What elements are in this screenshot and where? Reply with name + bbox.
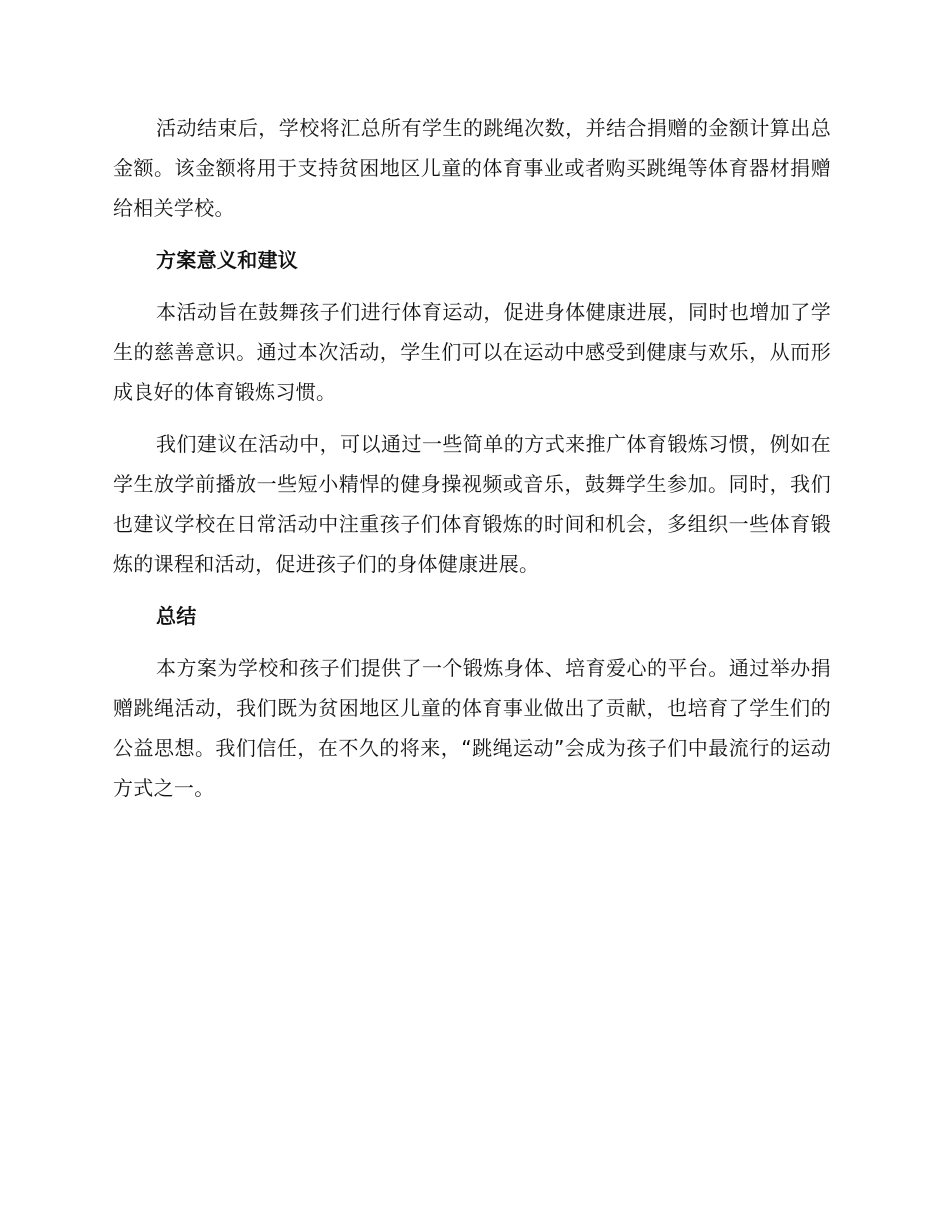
paragraph-activity-summary: 活动结束后，学校将汇总所有学生的跳绳次数，并结合捐赠的金额计算出总金额。该金额将用于支持贫困地区儿童的体育事业或者购买跳绳等体育器材捐赠给相关学校。 [113, 116, 831, 220]
paragraph-significance: 本活动旨在鼓舞孩子们进行体育运动，促进身体健康进展，同时也增加了学生的慈善意识。通过本次活动，学生们可以在运动中感受到健康与欢乐，从而形成良好的体育锻炼习惯。 [113, 300, 831, 404]
paragraph-conclusion: 本方案为学校和孩子们提供了一个锻炼身体、培育爱心的平台。通过举办捐赠跳绳活动，我们既为贫困地区儿童的体育事业做出了贡献，也培育了学生们的公益思想。我们信任，在不久的将来，“跳绳运动”会成为孩子们中最流行的运动方式之一。 [113, 656, 831, 800]
document-body [113, 108, 831, 820]
section-heading-summary: 总结 [156, 604, 197, 628]
section-heading-significance: 方案意义和建议 [156, 248, 299, 272]
paragraph-suggestions: 我们建议在活动中，可以通过一些简单的方式来推广体育锻炼习惯，例如在学生放学前播放一些短小精悍的健身操视频或音乐，鼓舞学生参加。同时，我们也建议学校在日常活动中注重孩子们体育锻炼的时间和机会，多组织一些体育锻炼的课程和活动，促进孩子们的身体健康进展。 [113, 432, 831, 576]
